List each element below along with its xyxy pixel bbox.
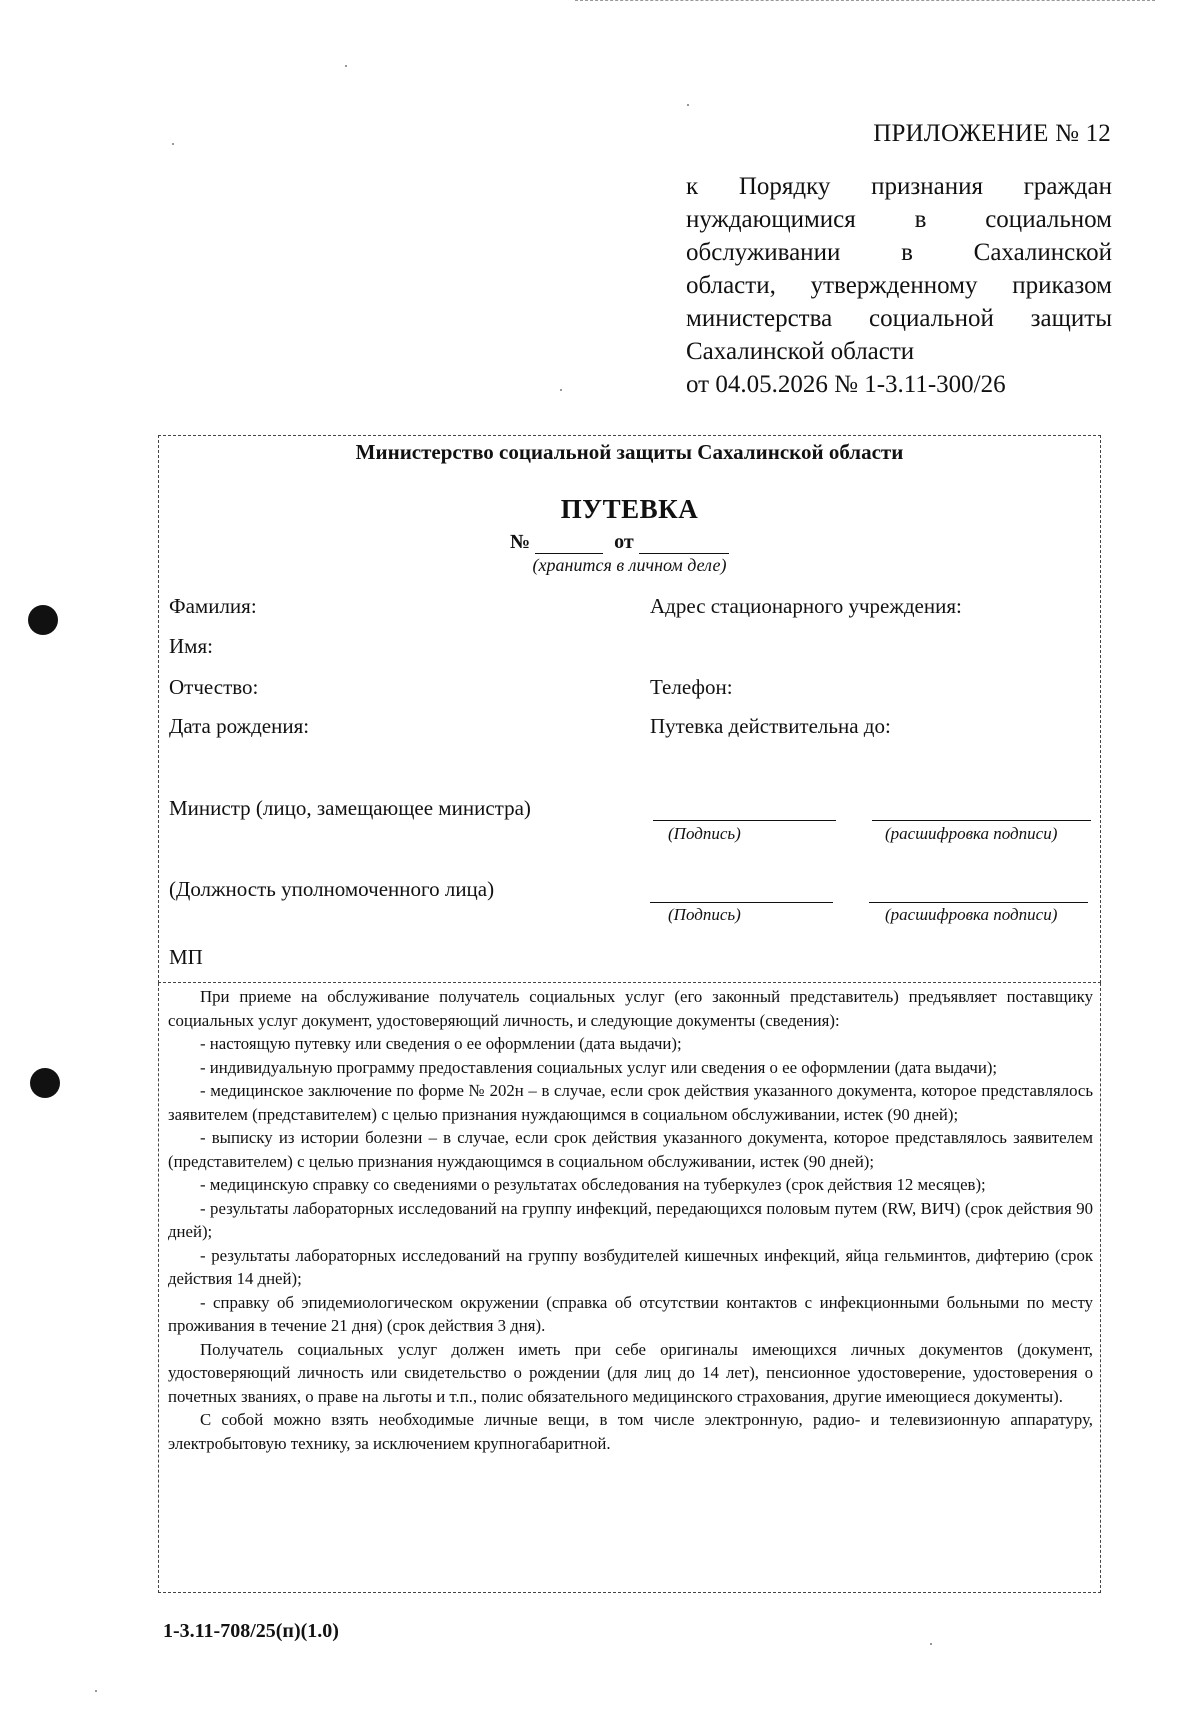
notes-list-item: - выписку из истории болезни – в случае, если срок действия указанного документа, которое представлялось заявителем (представителем) с целью признания нуждающимся в социальном обслуживании, истек (90 дней); [168,1128,1093,1171]
scan-edge-top [575,0,1155,1]
valid-until-label: Путевка действительна до: [650,714,891,738]
notes-list-item: - результаты лабораторных исследований на группу инфекций, передающихся половым путем (RW, ВИЧ) (срок действия 90 дней); [168,1198,1093,1241]
stamp-label: МП [169,945,203,969]
notes-paragraph: С собой можно взять необходимые личные вещи, в том числе электронную, радио- и телевизионную аппаратуру, электробытовую технику, за исключением крупногабаритной. [168,1410,1093,1453]
minister-label: Министр (лицо, замещающее министра) [169,796,531,820]
punch-hole-top [28,605,58,635]
signature-decode-line[interactable] [872,820,1091,821]
signature-caption: (Подпись) [668,824,741,843]
appendix-line: области, утвержденному приказом [686,272,1112,299]
scan-speck [687,104,689,106]
notes-list-item: - результаты лабораторных исследований на группу возбудителей кишечных инфекций, яйца гельминтов, дифтерию (срок действия 14 дней); [168,1245,1093,1288]
scan-speck [95,1690,97,1692]
voucher-title: ПУТЕВКА [560,494,699,524]
signature-decode-line[interactable] [869,902,1088,903]
kept-note: (хранится в личном деле) [532,555,727,575]
appendix-line: к Порядку признания граждан [686,173,1112,200]
appendix-reference [686,170,1112,401]
name-label: Имя: [169,634,213,658]
signature-decode-caption: (расшифровка подписи) [885,905,1058,924]
appendix-line: министерства социальной защиты [686,305,1112,332]
address-label: Адрес стационарного учреждения: [650,594,962,618]
admission-notes [168,985,1093,1455]
birthdate-label: Дата рождения: [169,714,310,738]
voucher-number-line [510,531,729,554]
notes-list-item: - медицинскую справку со сведениями о результатах обследования на туберкулез (срок действия 12 месяцев); [200,1175,986,1194]
signature-line[interactable] [650,902,833,903]
punch-hole-bottom [30,1068,60,1098]
date-label: от [614,531,634,553]
document-code: 1-3.11-708/25(п)(1.0) [163,1620,339,1642]
authorized-person-label: (Должность уполномоченного лица) [169,877,495,901]
appendix-title: ПРИЛОЖЕНИЕ № 12 [873,120,1111,147]
appendix-line: нуждающимися в социальном [686,206,1112,233]
notes-list-item: - индивидуальную программу предоставления социальных услуг или сведения о ее оформлении (дата выдачи); [200,1057,998,1077]
appendix-order-date: от 04.05.2026 № 1-3.11-300/26 [686,371,1006,398]
notes-list-item: - настоящую путевку или сведения о ее оформлении (дата выдачи); [200,1034,682,1053]
notes-paragraph: Получатель социальных услуг должен иметь при себе оригиналы имеющихся личных документов (документ, удостоверяющий личность или свидетельство о рождении (для лиц до 14 лет), пенсионное удостоверение, удостоверения о почетных званиях, о праве на льготы и т.п., полис обязательного медицинского страхования, другие имеющиеся документы). [168,1339,1093,1406]
signature-line[interactable] [653,820,836,821]
signature-decode-caption: (расшифровка подписи) [885,824,1058,843]
surname-label: Фамилия: [169,594,257,618]
number-blank[interactable] [535,535,603,554]
notes-list-item: - медицинское заключение по форме № 202н – в случае, если срок действия указанного документа, которое представлялось заявителем (представителем) с целью признания нуждающимся в социальном обслуживании, истек (90 дней); [168,1081,1093,1124]
patronymic-label: Отчество: [169,675,259,699]
scan-speck [172,143,174,145]
scan-speck [930,1643,932,1645]
appendix-line: Сахалинской области [686,338,915,365]
notes-paragraph: При приеме на обслуживание получатель социальных услуг (его законный представитель) предъявляет поставщику социальных услуг документ, удостоверяющий личность, и следующие документы (сведения): [168,987,1093,1030]
number-label: № [510,531,531,553]
appendix-line: обслуживании в Сахалинской [686,239,1112,266]
date-blank[interactable] [639,535,729,554]
notes-list-item: - справку об эпидемиологическом окружении (справка об отсутствии контактов с инфекционными больными по месту проживания в течение 21 дня) (срок действия 3 дня). [168,1292,1093,1335]
signature-caption: (Подпись) [668,905,741,924]
phone-label: Телефон: [650,675,733,699]
scan-speck [345,65,347,67]
scan-speck [560,389,562,391]
ministry-name: Министерство социальной защиты Сахалинской области [355,440,904,464]
